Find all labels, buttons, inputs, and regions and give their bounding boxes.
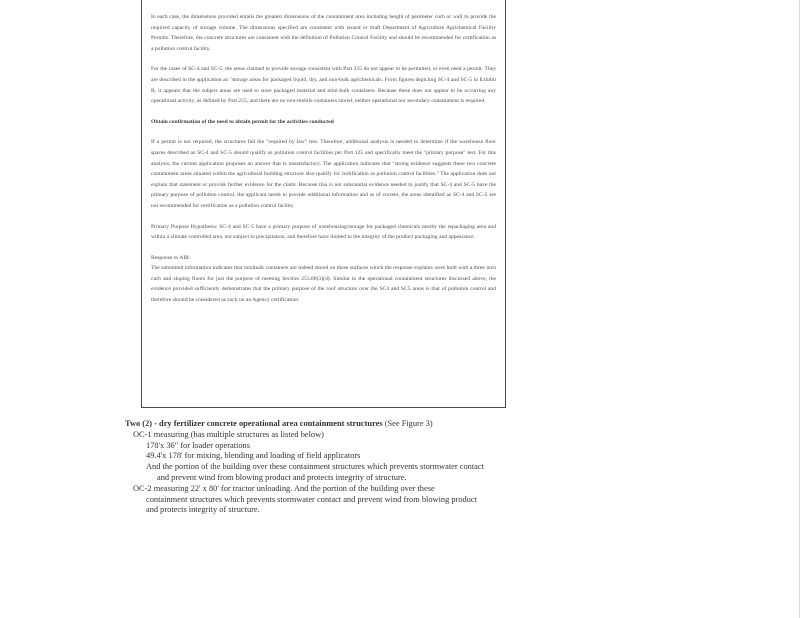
section-title <box>125 419 545 430</box>
oc2-item-line2: containment structures which prevents stormwater contact and prevent wind from blowing product <box>146 494 477 504</box>
oc1-mixing-blending: 49.4'x 178' for mixing, blending and loading of field applicators <box>146 451 361 461</box>
oc1-loader-operations: 178'x 36" for loader operations <box>146 440 251 450</box>
required-by-law-paragraph: If a permit is not required, the structures fail the "required by law" test. Therefore, additional analysis is needed to determine if the warehouse floor spaces described as SC-4 and SC-5 should qualify as pollution control facilities per Part 125 and specifically meet the "primary purpose" test. For this analysis, the current application proposes an answer that is unsatisfactory. The application indicates that "strong evidence suggests these two concrete containment areas situated within the agricultural building structure also qualify for certification as pollution control facilities." The application does not explain that statement or provide further evidence for the claim. Because this is not substantial evidence needed to justify that SC-4 and SC-5 have the primary purpose of pollution control, the applicant needs to provide additional information and as of current, the areas identified as SC-4 and SC-5 are not recommended for certification as a pollution control facility. <box>151 139 496 209</box>
containment-dimensions-paragraph: In each case, the dimensions provided entails the greatest dimensions of the containment area including height of perimeter curb or wall to provide the required capacity of storage volume. The dimensions specified are consistent with issued or draft Department of Agriculture Agrichemical Facility Permits. Therefore, the concrete structures are consistent with the definition of Pollution Control Facility and should be recommended for certification as a pollution control facility. <box>151 14 496 52</box>
response-to-air-title: Response to AIR: <box>151 254 191 261</box>
sc4-sc5-storage-paragraph: For the cases of SC-4 and SC-5, the areas claimed to provide storage consistent with Part 255 do not appear to be permitted, or even need a permit. They are described in the application as "storage areas for packaged liquid, dry, and non-bulk agrichemicals. From figures depicting SC-4 and SC-5 in Exhibit B, it appears that the subject areas are used to store packaged material and mini-bulk containers. Because these does not appear to be occurring any operational activity, as defined by Part 255, and there are no non-mobile containers stored, neither operational nor secondary containment is required. <box>151 66 496 105</box>
response-to-air-paragraph: The submitted information indicates that minibulk containers are indeed stored on these surfaces which the response explains were built with a three inch curb and sloping floors for just the purpose of meeting Section 255.80(3)(d). Similar to the operational containment structures discussed above, the evidence provided sufficiently demonstrates that the primary purpose of the roof structure over the SC4 and SC5 areas is that of pollution control and therefore should be considered as such on an Agency certification. <box>151 265 496 304</box>
oc1-item: OC-1 measuring (has multiple structures as listed below) <box>133 429 324 439</box>
section-title-bold: Two (2) - dry fertilizer concrete operational area containment structures <box>125 419 383 428</box>
figure-reference: (See Figure 3) <box>382 419 433 428</box>
oc2-item-line1: OC-2 measuring 22' x 80' for tractor unloading. And the portion of the building over these <box>133 483 435 493</box>
structures-list <box>125 419 545 516</box>
oc1-building-portion-line2: and prevent wind from blowing product and protects integrity of structure. <box>157 472 407 482</box>
oc1-building-portion-line1: And the portion of the building over these containment structures which prevents stormwater contact <box>146 462 484 472</box>
embedded-document-excerpt <box>141 0 506 408</box>
permit-confirmation-heading: Obtain confirmation of the need to obtain permit for the activities conducted <box>151 118 334 125</box>
primary-purpose-hypothesis: Primary Purpose Hypothesis: SC-4 and SC-5 have a primary purpose of warehousing/storage for packaged chemicals nearby the repackaging area and within a climate controlled area, not subject to precipitation, and therefore have limited to the integrity of the product packaging and appearance. <box>151 223 496 241</box>
oc2-item-line3: and protects integrity of structure. <box>146 505 260 515</box>
